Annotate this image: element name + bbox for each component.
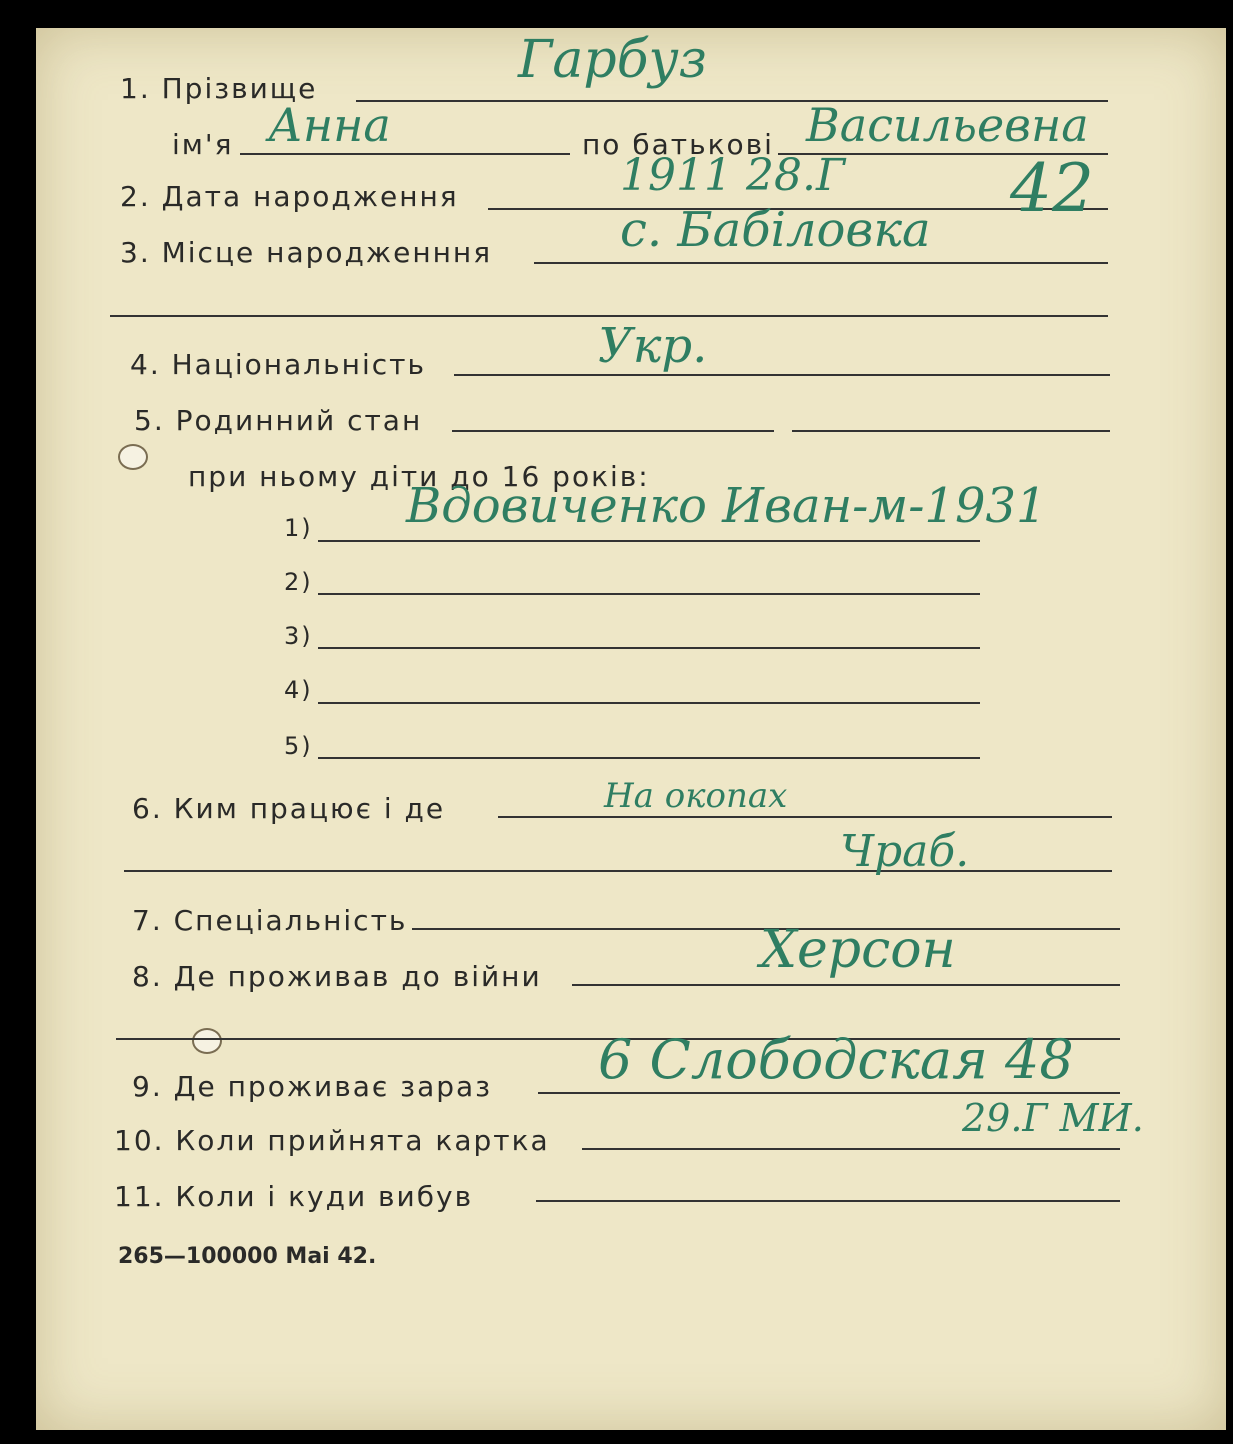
work-label: 6. Ким працює і де xyxy=(132,792,446,825)
work-value-1: На окопах xyxy=(604,776,788,816)
family-status-label: 5. Родинний стан xyxy=(134,404,423,437)
age-value: 42 xyxy=(1010,150,1094,227)
first-name-line xyxy=(240,153,570,155)
card-accepted-line xyxy=(582,1148,1120,1150)
patronymic-value: Васильевна xyxy=(806,98,1089,152)
nationality-label: 4. Національність xyxy=(130,348,426,381)
punch-hole-bottom xyxy=(192,1028,222,1054)
child-3-number: 3) xyxy=(284,622,313,650)
child-1-number: 1) xyxy=(284,514,313,542)
child-1-line xyxy=(318,540,980,542)
current-residence-line xyxy=(538,1092,1120,1094)
child-4-number: 4) xyxy=(284,676,313,704)
surname-label: 1. Прізвище xyxy=(120,72,318,105)
family-status-line-2 xyxy=(792,430,1110,432)
family-status-line xyxy=(452,430,774,432)
child-5-number: 5) xyxy=(284,732,313,760)
first-name-value: Анна xyxy=(268,98,391,152)
current-residence-label: 9. Де проживає зараз xyxy=(132,1070,493,1103)
card-accepted-label: 10. Коли прийнята картка xyxy=(114,1124,550,1157)
child-3-line xyxy=(318,647,980,649)
child-2-line xyxy=(318,593,980,595)
birth-date-label: 2. Дата народження xyxy=(120,180,459,213)
departed-line xyxy=(536,1200,1120,1202)
first-name-label: ім'я xyxy=(172,128,234,161)
child-4-line xyxy=(318,702,980,704)
current-residence-value: 6 Слободская 48 xyxy=(598,1028,1074,1091)
birth-place-line-2 xyxy=(110,315,1108,317)
specialty-label: 7. Спеціальність xyxy=(132,904,408,937)
prewar-residence-line xyxy=(572,984,1120,986)
child-1-value: Вдовиченко Иван-м-1931 xyxy=(406,478,1047,534)
prewar-residence-value: Херсон xyxy=(760,920,956,980)
children-label: при ньому діти до 16 років: xyxy=(188,460,650,493)
birth-place-value: с. Бабіловка xyxy=(620,202,931,258)
birth-place-label: 3. Місце народженння xyxy=(120,236,493,269)
departed-label: 11. Коли і куди вибув xyxy=(114,1180,474,1213)
card-accepted-value: 29.Г МИ. xyxy=(962,1096,1144,1140)
birth-date-value: 1911 28.Г xyxy=(620,150,846,201)
work-value-2: Чраб. xyxy=(840,826,970,877)
punch-hole-top xyxy=(118,444,148,470)
birth-place-line xyxy=(534,262,1108,264)
print-mark: 265—100000 Mai 42. xyxy=(118,1244,377,1269)
nationality-line xyxy=(454,374,1110,376)
prewar-residence-label: 8. Де проживав до війни xyxy=(132,960,542,993)
surname-value: Гарбуз xyxy=(518,30,707,90)
work-line xyxy=(498,816,1112,818)
child-5-line xyxy=(318,757,980,759)
child-2-number: 2) xyxy=(284,568,313,596)
patronymic-label: по батькові xyxy=(582,128,774,161)
nationality-value: Укр. xyxy=(598,318,708,374)
